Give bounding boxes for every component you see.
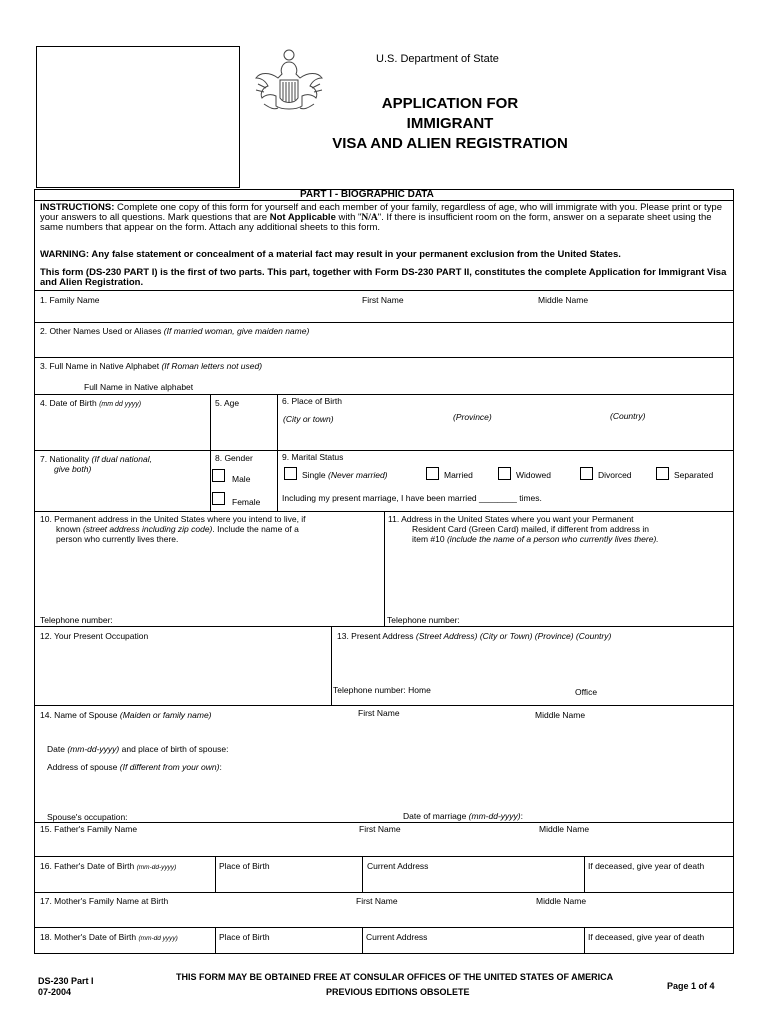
father-first-name-label: First Name: [359, 824, 401, 834]
separated-checkbox[interactable]: [656, 467, 669, 480]
dob-label: 4. Date of Birth (mm dd yyyy): [40, 398, 142, 408]
female-checkbox[interactable]: [212, 492, 225, 505]
male-checkbox[interactable]: [212, 469, 225, 482]
mother-name-label: 17. Mother's Family Name at Birth: [40, 896, 169, 906]
married-label: Married: [444, 470, 473, 480]
instructions-text2: with ": [335, 212, 362, 223]
form-date: 07-2004: [38, 987, 72, 997]
instructions: [40, 203, 730, 233]
instructions-lead: INSTRUCTIONS:: [40, 202, 115, 213]
present-address-label: 13. Present Address (Street Address) (City or Town) (Province) (Country): [337, 631, 612, 641]
form-title-line3: VISA AND ALIEN REGISTRATION: [332, 135, 568, 152]
part-title: PART I - BIOGRAPHIC DATA: [300, 189, 434, 200]
native-alphabet-sublabel: Full Name in Native alphabet: [84, 382, 194, 392]
us-address-label-line3: person who currently lives there.: [56, 534, 179, 544]
native-name-label: 3. Full Name in Native Alphabet (If Roman letters not used): [40, 361, 263, 371]
father-dob-label: 16. Father's Date of Birth (mm-dd-yyyy): [40, 861, 177, 871]
mother-death-label: If deceased, give year of death: [588, 932, 705, 942]
father-middle-name-label: Middle Name: [539, 824, 590, 834]
instructions-text: Complete one copy of this form for yourself and each member of your family, regardless of age, who will immigrate with you. Please print or type your answers to all questions. Mark questions that are: [40, 202, 722, 223]
us-address-label-line2: known (street address including zip code). Include the name of a: [56, 524, 299, 534]
father-death-label: If deceased, give year of death: [588, 861, 705, 871]
widowed-checkbox[interactable]: [498, 467, 511, 480]
first-name-label: First Name: [362, 295, 404, 305]
mother-first-name-label: First Name: [356, 896, 398, 906]
greencard-address-label: 11. Address in the United States where you want your Permanent: [388, 514, 634, 524]
single-checkbox[interactable]: [284, 467, 297, 480]
parts-note: This form (DS-230 PART I) is the first of two parts. This part, together with Form DS-230 PART II, constitutes the complete Application for Immigrant Visa and Alien Registration.: [40, 267, 727, 288]
form-title-line1: APPLICATION FOR: [381, 95, 519, 112]
spouse-birth-label: Date (mm-dd-yyyy) and place of birth of spouse:: [47, 744, 229, 754]
times-married-label: Including my present marriage, I have been married ________ times.: [282, 493, 542, 503]
not-applicable-text: Not Applicable: [269, 212, 336, 223]
greencard-address-line2: Resident Card (Green Card) mailed, if different from address in: [412, 524, 649, 534]
place-of-birth-label: 6. Place of Birth: [282, 396, 343, 406]
married-checkbox[interactable]: [426, 467, 439, 480]
widowed-label: Widowed: [516, 470, 551, 480]
us-telephone-label: Telephone number:: [40, 615, 113, 625]
single-label: Single (Never married): [302, 470, 388, 480]
marital-status-label: 9. Marital Status: [282, 452, 344, 462]
obsolete-notice: PREVIOUS EDITIONS OBSOLETE: [326, 987, 470, 997]
warning-text: WARNING: Any false statement or concealment of a material fact may result in your permanent exclusion from the United States.: [40, 249, 621, 260]
spouse-address-label: Address of spouse (If different from your own):: [47, 762, 222, 772]
country-label: (Country): [610, 411, 646, 421]
greencard-telephone-label: Telephone number:: [387, 615, 460, 625]
home-telephone-label: Telephone number: Home: [333, 685, 431, 695]
greencard-address-line3: item #10 (include the name of a person who currently lives there).: [412, 534, 659, 544]
age-label: 5. Age: [215, 398, 240, 408]
family-name-label: 1. Family Name: [40, 295, 100, 305]
province-label: (Province): [453, 412, 492, 422]
us-address-label: 10. Permanent address in the United States where you intend to live, if: [40, 514, 306, 524]
spouse-first-name-label: First Name: [358, 708, 400, 718]
department-name: U.S. Department of State: [376, 53, 499, 65]
spouse-occupation-label: Spouse's occupation:: [47, 812, 128, 822]
father-address-label: Current Address: [367, 861, 429, 871]
form-title-line2: IMMIGRANT: [406, 115, 494, 132]
mother-address-label: Current Address: [366, 932, 428, 942]
mother-middle-name-label: Middle Name: [536, 896, 587, 906]
na-text: N/A: [361, 213, 378, 223]
father-name-label: 15. Father's Family Name: [40, 824, 138, 834]
divorced-label: Divorced: [598, 470, 632, 480]
spouse-middle-name-label: Middle Name: [535, 710, 586, 720]
marriage-date-label: Date of marriage (mm-dd-yyyy):: [403, 811, 523, 821]
photo-box: [36, 46, 240, 188]
nationality-sublabel: give both): [54, 464, 92, 474]
obtain-notice: THIS FORM MAY BE OBTAINED FREE AT CONSULAR OFFICES OF THE UNITED STATES OF AMERICA: [176, 972, 614, 982]
father-pob-label: Place of Birth: [219, 861, 270, 871]
divorced-checkbox[interactable]: [580, 467, 593, 480]
mother-dob-label: 18. Mother's Date of Birth (mm-dd yyyy): [40, 932, 178, 942]
instructions-text3: ". If there is insufficient room on the form, answer on a separate sheet using the same numbers that appear on the form. Attach any additional sheets to this form.: [40, 212, 712, 233]
mother-pob-label: Place of Birth: [219, 932, 270, 942]
office-telephone-label: Office: [575, 687, 598, 697]
nationality-label: 7. Nationality (If dual national,: [40, 454, 152, 464]
occupation-label: 12. Your Present Occupation: [40, 631, 149, 641]
other-names-label: 2. Other Names Used or Aliases (If married woman, give maiden name): [40, 326, 310, 336]
female-label: Female: [232, 497, 261, 507]
middle-name-label: Middle Name: [538, 295, 589, 305]
form-id: DS-230 Part I: [38, 976, 94, 986]
gender-label: 8. Gender: [215, 453, 253, 463]
city-label: (City or town): [283, 414, 334, 424]
page-number: Page 1 of 4: [667, 981, 715, 991]
spouse-name-label: 14. Name of Spouse (Maiden or family name): [40, 710, 212, 720]
male-label: Male: [232, 474, 251, 484]
separated-label: Separated: [674, 470, 714, 480]
